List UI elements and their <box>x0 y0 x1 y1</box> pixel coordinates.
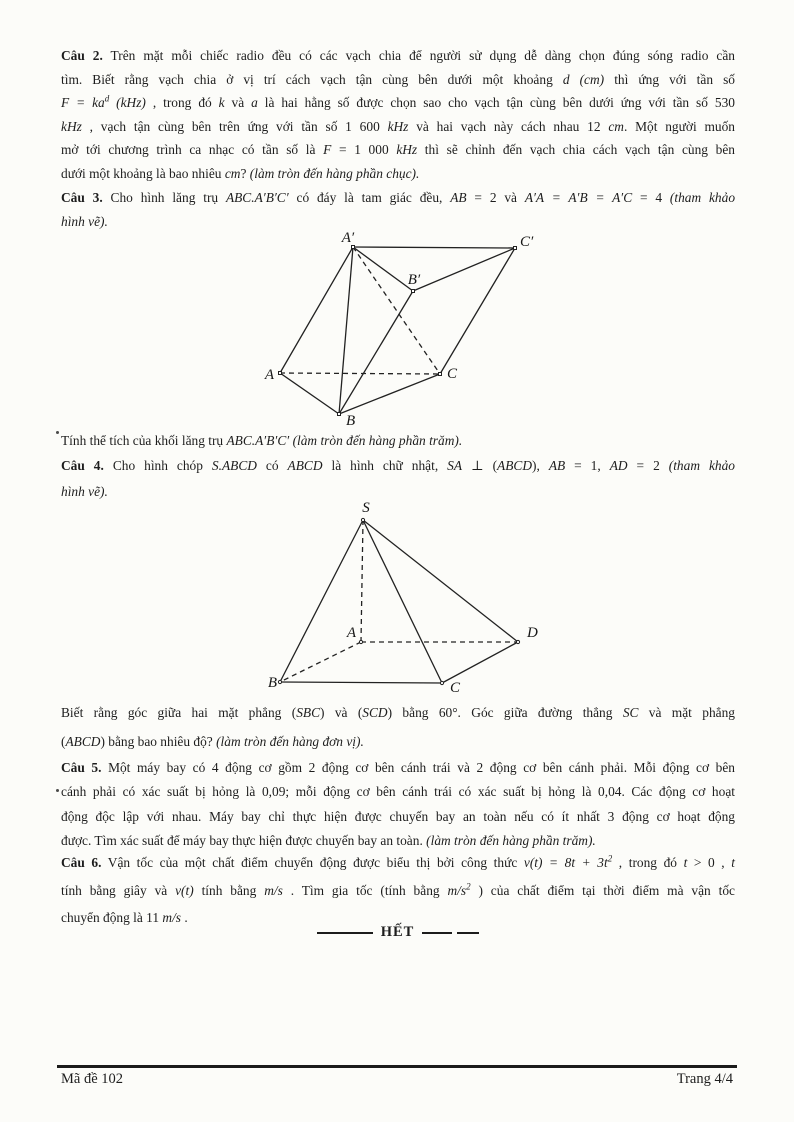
text-line: hình vẽ). <box>61 483 108 499</box>
edge-a-b-hidden <box>280 642 361 682</box>
text-line: tính bằng giây và v(t) tính bằng m/s . Tìm gia tốc (tính bằng $m/s^2$ ) của chất điểm tại thời điểm mà vận tốc <box>61 881 735 898</box>
pyramid-figure <box>267 500 560 700</box>
footer <box>61 1071 733 1088</box>
scan-artifact-dot <box>56 789 59 792</box>
footer-rule <box>57 1065 737 1068</box>
end-marker <box>61 924 735 941</box>
question-6 <box>61 849 735 932</box>
edge-aprime-bprime <box>353 247 413 291</box>
footer-page-number: Trang 4/4 <box>676 1071 733 1087</box>
end-marker-left-rule <box>317 932 373 934</box>
vertex-c <box>440 681 443 684</box>
edge-bprime-b <box>339 291 413 414</box>
text-line: tìm. Biết rằng vạch chia ở vị trí cách vạch tận cùng bên dưới một khoảng d (cm) thì ứng với tần số <box>61 71 735 87</box>
vertex-s <box>361 518 364 521</box>
edge-aprime-cprime <box>353 247 515 248</box>
text-line: (ABCD) bằng bao nhiêu độ? (làm tròn đến hàng đơn vị). <box>61 733 364 749</box>
text-line: hình vẽ). <box>61 214 108 229</box>
vertex-b <box>338 413 341 416</box>
text-line: cánh phải có xác suất bị hỏng là 0,09; mỗi động cơ bên cánh trái có xác suất bị hỏng là 0,04. Các động cơ hoạt <box>61 784 735 800</box>
footer-exam-code: Mã đề 102 <box>61 1071 124 1087</box>
question-5 <box>61 756 735 854</box>
text-line: mở tới chương trình ca nhạc có tần số là F = 1 000 kHz thì sẽ chỉnh đến vạch chia cách vạch tận cùng bên <box>61 142 735 157</box>
vertex-label-d: D <box>527 625 538 641</box>
prism-figure <box>230 230 560 430</box>
end-marker-right-rule-2 <box>457 932 479 934</box>
vertex-label-a: A <box>264 367 274 383</box>
text-line: chuyển động là 11 m/s . <box>61 910 188 925</box>
prism-volume-line <box>61 429 735 452</box>
text-line: Câu 2. Trên mặt mỗi chiếc radio đều có các vạch chia để người sử dụng dễ dàng chọn đúng sóng radio cần <box>61 48 735 63</box>
vertex-c-prime <box>514 247 517 250</box>
segment-aprime-c-hidden <box>353 247 440 374</box>
text-line: dưới một khoảng là bao nhiêu cm? (làm tròn đến hàng phần chục). <box>61 165 420 181</box>
vertex-a <box>359 640 362 643</box>
text-line: kHz , vạch tận cùng bên trên ứng với tần số 1 600 kHz và hai vạch này cách nhau 12 cm. Một người muốn <box>61 118 735 134</box>
text-line: Câu 5. Một máy bay có 4 động cơ gồm 2 động cơ bên cánh trái và 2 động cơ bên cánh phải. Mỗi động cơ bên <box>61 760 735 775</box>
vertex-b-prime <box>412 290 415 293</box>
end-marker-label: HẾT <box>380 924 415 940</box>
edge-b-c <box>339 374 440 414</box>
edge-bprime-cprime <box>413 248 515 291</box>
question-4 <box>61 453 735 504</box>
angle-question <box>61 699 735 756</box>
vertex-label-c: C <box>447 366 458 382</box>
vertex-label-a-prime: A′ <box>341 230 355 246</box>
scan-artifact-dot <box>56 431 59 434</box>
text-line: Câu 3. Cho hình lăng trụ ABC.A′B′C′ có đáy là tam giác đều, AB = 2 và A′A = A′B = A′C = 4 (tham khảo <box>61 190 736 205</box>
vertex-c <box>439 373 442 376</box>
vertex-label-b-prime: B′ <box>407 272 421 288</box>
vertex-d <box>516 640 519 643</box>
question-2 <box>61 44 735 185</box>
vertex-label-s: S <box>362 500 370 516</box>
edge-s-c <box>363 520 442 683</box>
question-3 <box>61 186 735 234</box>
edge-s-b <box>280 520 363 682</box>
text-line: Tính thể tích của khối lăng trụ ABC.A′B′C′ (làm tròn đến hàng phần trăm). <box>61 433 463 448</box>
edge-cprime-c <box>440 248 515 374</box>
edge-b-c <box>280 682 442 683</box>
text-line: Biết rằng góc giữa hai mặt phẳng (SBC) và (SCD) bằng 60°. Góc giữa đường thẳng SC và mặt phẳng <box>61 705 735 720</box>
edge-a-b <box>280 373 339 414</box>
end-marker-right-rule <box>422 932 452 934</box>
edge-aprime-a <box>280 247 353 373</box>
vertex-label-b: B <box>346 413 356 429</box>
segment-s-a-hidden <box>361 520 363 642</box>
segment-aprime-b <box>339 247 353 414</box>
vertex-label-c: C <box>450 680 461 696</box>
edge-s-d <box>363 520 518 642</box>
text-line: Câu 6. Vận tốc của một chất điểm chuyển động được biểu thị bởi công thức $v(t) = 8t + 3t^2$ , trong đó t > 0 , t <box>61 853 735 870</box>
edge-a-c-hidden <box>280 373 440 374</box>
vertex-label-a: A <box>346 625 356 641</box>
text-line: được. Tìm xác suất để máy bay thực hiện được chuyến bay an toàn. (làm tròn đến hàng phần trăm). <box>61 833 596 849</box>
vertex-label-b: B <box>267 675 277 691</box>
edge-c-d <box>442 642 518 683</box>
text-line: động độc lập với nhau. Máy bay chỉ thực hiện được chuyến bay an toàn nếu có ít nhất 3 động cơ hoạt động <box>61 808 735 824</box>
vertex-b <box>278 680 281 683</box>
text-line: $F = ka^d$ (kHz) , trong đó k và a là hai hằng số được chọn sao cho vạch tận cùng bên dưới ứng với tần số 530 <box>61 93 735 110</box>
vertex-label-c-prime: C′ <box>520 234 534 250</box>
vertex-a <box>279 372 282 375</box>
text-line: Câu 4. Cho hình chóp S.ABCD có ABCD là hình chữ nhật, SA ⊥ (ABCD), AB = 1, AD = 2 (tham khảo <box>61 458 735 473</box>
